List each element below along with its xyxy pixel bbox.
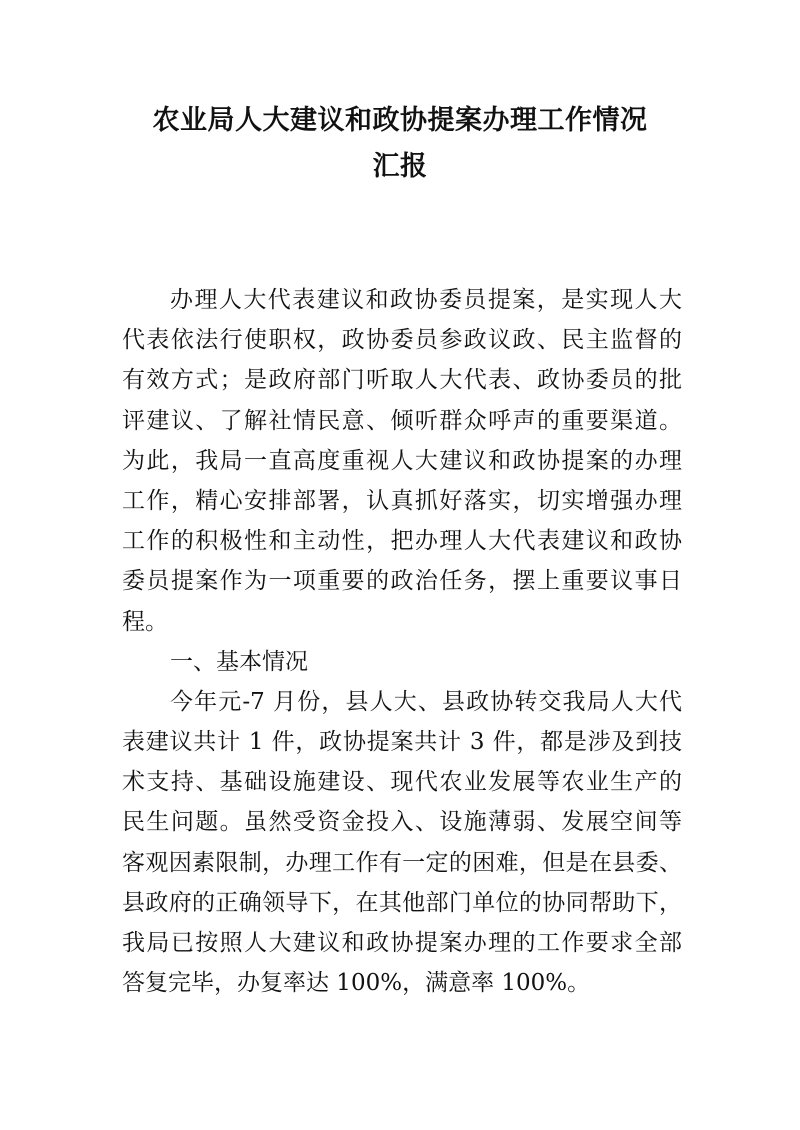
paragraph-2 <box>122 682 682 1004</box>
paragraph-line: 术支持、基础设施建设、现代农业发展等农业生产的 <box>122 769 682 796</box>
paragraph-line: 县政府的正确领导下，在其他部门单位的协同帮助下， <box>122 889 682 916</box>
paragraph-line: 为此，我局一直高度重视人大建议和政协提案的办理 <box>122 447 682 474</box>
paragraph-line: 程。 <box>122 608 168 635</box>
paragraph-line: 委员提案作为一项重要的政治任务，摆上重要议事日 <box>122 568 682 595</box>
paragraph-line: 评建议、了解社情民意、倾听群众呼声的重要渠道。 <box>122 407 682 434</box>
document-body <box>122 280 682 1003</box>
paragraph-line: 答复完毕，办复率达 100%，满意率 100%。 <box>122 970 591 997</box>
paragraph-line: 有效方式；是政府部门听取人大代表、政协委员的批 <box>122 367 682 394</box>
paragraph-1 <box>122 280 682 642</box>
title-line-2: 汇报 <box>372 151 428 182</box>
paragraph-line: 代表依法行使职权，政协委员参政议政、民主监督的 <box>122 327 682 354</box>
paragraph-line: 办理人大代表建议和政协委员提案，是实现人大 <box>170 287 682 313</box>
paragraph-line: 工作，精心安排部署，认真抓好落实，切实增强办理 <box>122 487 682 514</box>
paragraph-line: 表建议共计 1 件，政协提案共计 3 件，都是涉及到技 <box>122 729 682 756</box>
title-line-1: 农业局人大建议和政协提案办理工作情况 <box>152 105 648 136</box>
document-title <box>60 98 740 190</box>
paragraph-line: 今年元-7 月份，县人大、县政协转交我局人大代 <box>170 688 682 715</box>
paragraph-line: 民生问题。虽然受资金投入、设施薄弱、发展空间等 <box>122 809 682 836</box>
paragraph-line: 我局已按照人大建议和政协提案办理的工作要求全部 <box>122 930 682 956</box>
paragraph-line: 客观因素限制，办理工作有一定的困难，但是在县委、 <box>122 849 682 876</box>
section-heading: 一、基本情况 <box>170 648 308 675</box>
paragraph-line: 工作的积极性和主动性，把办理人大代表建议和政协 <box>122 528 682 555</box>
